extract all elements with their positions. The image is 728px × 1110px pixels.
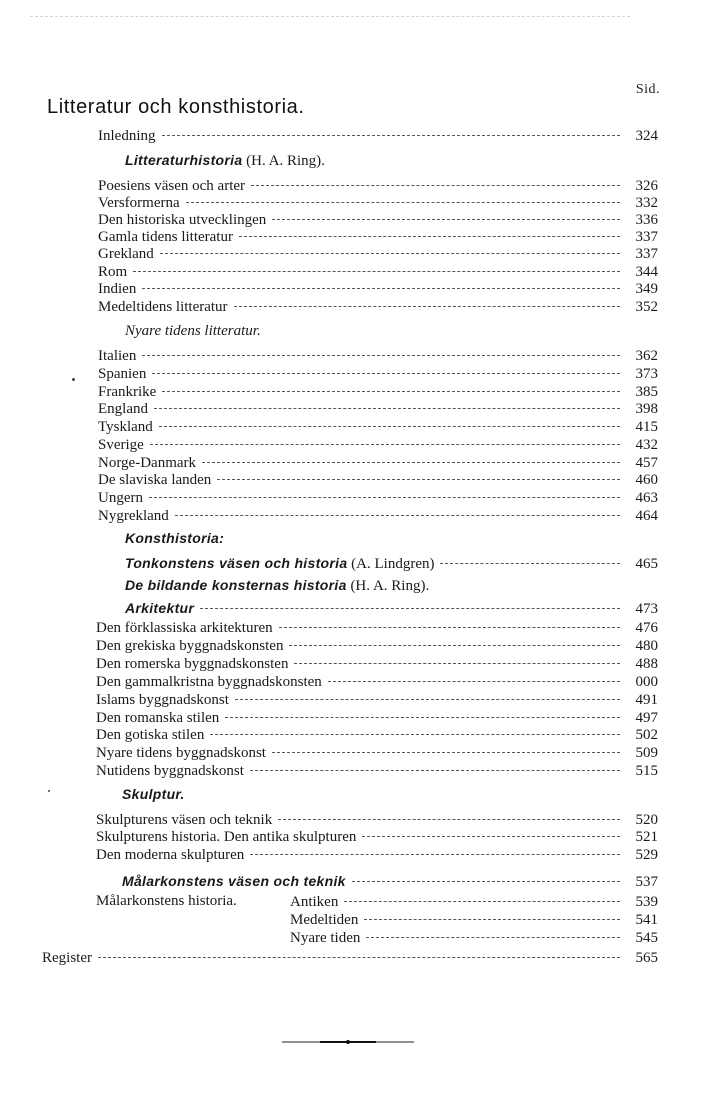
toc-entry-inledning: Inledning 324: [98, 128, 658, 144]
toc-entry-romerska: Den romerska byggnadskonsten 488: [96, 656, 658, 672]
toc-entry-rom: Rom 344: [98, 264, 658, 280]
toc-entry-romanska: Den romanska stilen 497: [96, 710, 658, 726]
subsection-skulptur: Skulptur.: [122, 786, 185, 802]
subsection-litteraturhistoria: Litteraturhistoria (H. A. Ring).: [125, 152, 325, 169]
toc-entry-nutidens: Nutidens byggnadskonst 515: [96, 763, 658, 779]
toc-entry-nyare-byggnadskonst: Nyare tidens byggnadskonst 509: [96, 745, 658, 761]
toc-entry-forklassiska: Den förklassiska arkitekturen 476: [96, 620, 658, 636]
section-title: Litteratur och konsthistoria.: [47, 96, 305, 118]
toc-entry-italien: Italien 362: [98, 348, 658, 364]
toc-entry-skulpturens-vasen: Skulpturens väsen och teknik 520: [96, 812, 658, 828]
ornament-rule: [282, 1040, 414, 1044]
toc-entry-moderna-skulpturen: Den moderna skulpturen 529: [96, 847, 658, 863]
toc-entry-poesiens: Poesiens väsen och arter 326: [98, 178, 658, 194]
toc-entry-malarkonstens-vasen: Målarkonstens väsen och teknik 537: [122, 873, 658, 890]
toc-entry-medeltiden: Medeltiden 541: [290, 912, 658, 928]
subsection-konsthistoria: Konsthistoria:: [125, 530, 225, 546]
toc-entry-register: Register 565: [42, 950, 658, 966]
toc-entry-grekiska: Den grekiska byggnadskonsten 480: [96, 638, 658, 654]
toc-entry-skulpturens-historia: Skulpturens historia. Den antika skulpturen 521: [96, 829, 658, 845]
toc-label-malarkonstens-historia: Målarkonstens historia.: [96, 893, 237, 909]
page-column-header: Sid.: [635, 82, 660, 97]
toc-entry-sverige: Sverige 432: [98, 437, 658, 453]
toc-entry-historiska: Den historiska utvecklingen 336: [98, 212, 658, 228]
toc-entry-norge-danmark: Norge-Danmark 457: [98, 455, 658, 471]
toc-entry-tyskland: Tyskland 415: [98, 419, 658, 435]
top-rule: [30, 16, 630, 17]
toc-entry-arkitektur: Arkitektur 473: [125, 600, 658, 617]
toc-entry-versformerna: Versformerna 332: [98, 195, 658, 211]
toc-entry-medeltidens: Medeltidens litteratur 352: [98, 299, 658, 315]
toc-entry-nyare-tiden: Nyare tiden 545: [290, 930, 658, 946]
print-speck: [72, 378, 75, 381]
subsection-bildande-konsterna: De bildande konsternas historia (H. A. Ring).: [125, 577, 430, 594]
toc-entry-frankrike: Frankrike 385: [98, 384, 658, 400]
print-speck: [48, 790, 50, 792]
toc-entry-tonkonst: Tonkonstens väsen och historia (A. Lindgren) 465: [125, 555, 658, 572]
toc-entry-islams: Islams byggnadskonst 491: [96, 692, 658, 708]
toc-entry-antiken: Antiken 539: [290, 894, 658, 910]
toc-entry-gammalkristna: Den gammalkristna byggnadskonsten 000: [96, 674, 658, 690]
subsection-nyare-tidens-litteratur: Nyare tidens litteratur.: [125, 323, 261, 339]
toc-entry-indien: Indien 349: [98, 281, 658, 297]
toc-entry-spanien: Spanien 373: [98, 366, 658, 382]
toc-entry-gotiska: Den gotiska stilen 502: [96, 727, 658, 743]
toc-entry-gamla: Gamla tidens litteratur 337: [98, 229, 658, 245]
toc-entry-england: England 398: [98, 401, 658, 417]
toc-entry-slaviska: De slaviska landen 460: [98, 472, 658, 488]
toc-entry-nygrekland: Nygrekland 464: [98, 508, 658, 524]
toc-entry-ungern: Ungern 463: [98, 490, 658, 506]
toc-entry-grekland: Grekland 337: [98, 246, 658, 262]
